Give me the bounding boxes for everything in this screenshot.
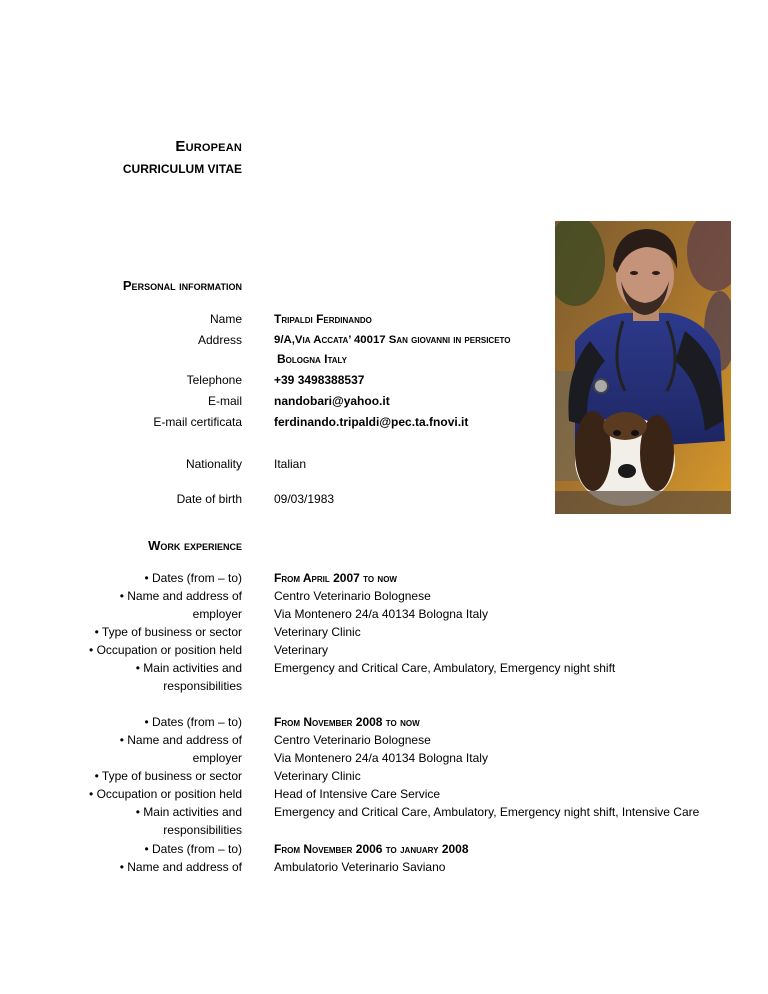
label-dates: • Dates (from – to) — [144, 571, 242, 585]
entry1-dates: From April 2007 to now — [274, 571, 397, 585]
label-occupation: • Occupation or position held — [89, 643, 242, 657]
label-email-certificata: E-mail certificata — [153, 415, 242, 429]
entry1-employer-address: Via Montenero 24/a 40134 Bologna Italy — [274, 607, 488, 621]
label-dates: • Dates (from – to) — [144, 715, 242, 729]
value-nationality: Italian — [274, 457, 307, 471]
entry1-employer-name: Centro Veterinario Bolognese — [274, 589, 431, 603]
label-activities: • Main activities and — [135, 661, 242, 675]
portrait-photo-icon — [555, 221, 731, 514]
value-address-line2: Bologna Italy — [277, 352, 348, 366]
entry1-occupation: Veterinary — [274, 643, 329, 657]
value-name: Tripaldi Ferdinando — [274, 312, 372, 326]
label-activities-cont: responsibilities — [163, 679, 242, 693]
entry2-dates: From November 2008 to now — [274, 715, 420, 729]
label-occupation: • Occupation or position held — [89, 787, 242, 801]
label-employer: • Name and address of — [119, 589, 242, 603]
cv-title-curriculum: CURRICULUM VITAE — [122, 162, 242, 176]
entry1-activities: Emergency and Critical Care, Ambulatory, Emergency night shift — [274, 661, 616, 675]
value-telephone: +39 3498388537 — [274, 373, 365, 387]
entry2-activities: Emergency and Critical Care, Ambulatory, Emergency night shift, Intensive Care — [274, 805, 700, 819]
label-activities-cont: responsibilities — [163, 823, 242, 837]
value-email-certificata: ferdinando.tripaldi@pec.ta.fnovi.it — [274, 415, 469, 429]
label-business: • Type of business or sector — [94, 769, 242, 783]
value-date-of-birth: 09/03/1983 — [274, 492, 335, 506]
label-email: E-mail — [207, 394, 242, 408]
entry3-dates: From November 2006 to january 2008 — [274, 842, 469, 856]
entry1-business: Veterinary Clinic — [274, 625, 361, 639]
label-date-of-birth: Date of birth — [176, 492, 242, 506]
label-activities: • Main activities and — [135, 805, 242, 819]
section-personal-information: Personal information — [122, 278, 242, 293]
label-employer-cont: employer — [192, 607, 242, 621]
label-telephone: Telephone — [186, 373, 242, 387]
section-work-experience: Work experience — [148, 538, 242, 553]
label-business: • Type of business or sector — [94, 625, 242, 639]
label-employer: • Name and address of — [119, 860, 242, 874]
value-address-line1: 9/A,Via Accata’ 40017 San giovanni in persiceto — [274, 334, 511, 346]
label-employer: • Name and address of — [119, 733, 242, 747]
entry2-employer-name: Centro Veterinario Bolognese — [274, 733, 431, 747]
entry2-employer-address: Via Montenero 24/a 40134 Bologna Italy — [274, 751, 488, 765]
value-email: nandobari@yahoo.it — [274, 394, 390, 408]
entry2-business: Veterinary Clinic — [274, 769, 361, 783]
portrait-photo — [555, 221, 731, 514]
label-address: Address — [197, 333, 242, 347]
entry3-employer-name: Ambulatorio Veterinario Saviano — [274, 860, 446, 874]
label-name: Name — [209, 312, 242, 326]
entry2-occupation: Head of Intensive Care Service — [274, 787, 441, 801]
cv-title-european: European — [175, 138, 242, 155]
label-dates: • Dates (from – to) — [144, 842, 242, 856]
label-employer-cont: employer — [192, 751, 242, 765]
label-nationality: Nationality — [185, 457, 242, 471]
